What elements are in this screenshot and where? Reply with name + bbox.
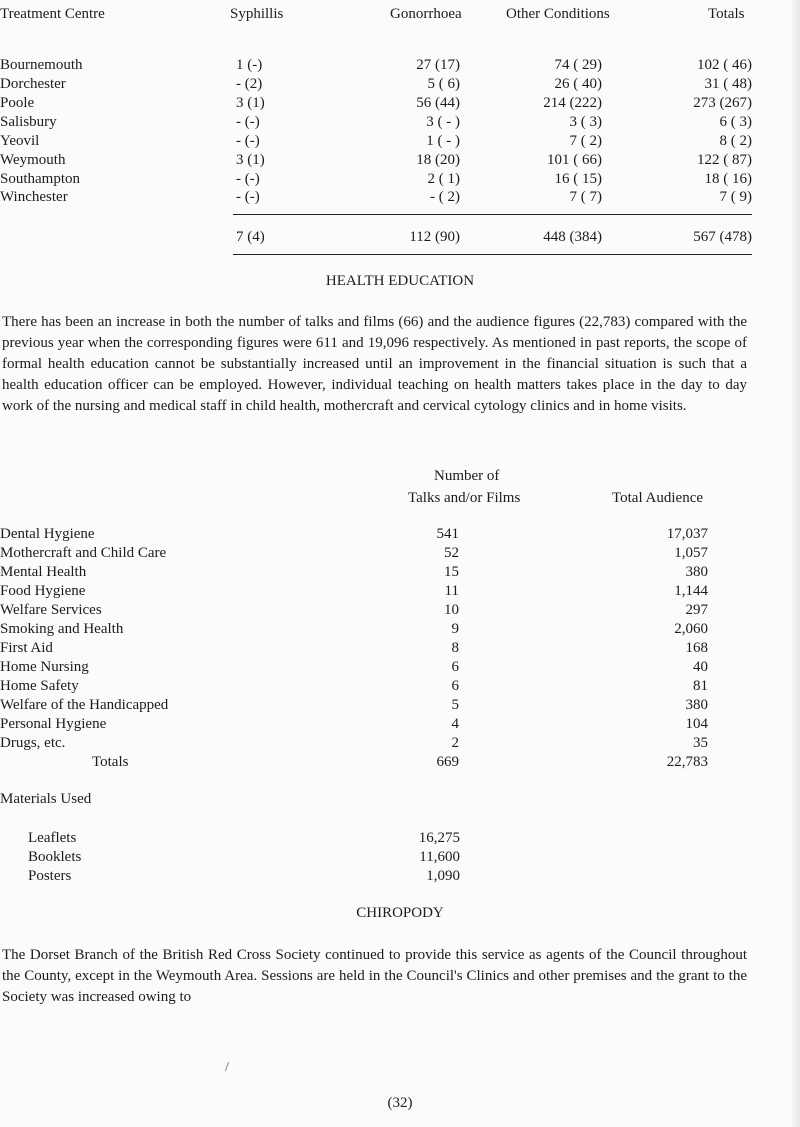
syphillis-value: - (-) [236,133,260,149]
talks-count: 9 [451,621,459,637]
other-value: 26 ( 40) [554,76,602,92]
gonorrhoea-total: 112 (90) [409,229,460,245]
centre-name: Winchester [0,189,68,205]
totals-value: 31 ( 48) [704,76,752,92]
gonorrhoea-value: 56 (44) [416,95,460,111]
list-item [28,848,528,867]
stray-mark: / [225,1060,229,1075]
chiropody-paragraph: The Dorset Branch of the British Red Cross Society continued to provide this service as agents of the Council throughout the County, except in the Weymouth Area. Sessions are held in the Council's Clinics and other premises and the grant to the Society was increased owing to [2,947,747,1005]
talks-count: 52 [444,545,459,561]
syphillis-value: - (-) [236,189,260,205]
table-row [0,188,800,206]
material-name: Leaflets [28,830,77,846]
treatment-table-header [0,6,800,28]
gonorrhoea-value: 5 ( 6) [427,76,460,92]
gonorrhoea-value: 1 ( - ) [426,133,460,149]
other-value: 101 ( 66) [547,152,602,168]
grand-total: 567 (478) [693,229,752,245]
table-row [0,56,800,74]
centre-name: Yeovil [0,133,40,149]
gonorrhoea-value: 27 (17) [416,57,460,73]
list-item [0,639,800,658]
subject-name: Dental Hygiene [0,526,95,542]
subject-name: Mental Health [0,564,87,580]
header-syphillis: Syphillis [230,6,284,22]
audience-count: 81 [693,678,708,694]
page-number: (32) [387,1095,413,1111]
table-row [0,132,800,150]
list-item [0,677,800,696]
gonorrhoea-value: 18 (20) [416,152,460,168]
health-education-heading: HEALTH EDUCATION [325,273,475,289]
syphillis-value: 3 (1) [236,152,265,168]
list-item [28,867,528,886]
gonorrhoea-value: - ( 2) [430,189,460,205]
talks-count: 6 [451,678,459,694]
subject-name: First Aid [0,640,53,656]
material-name: Posters [28,868,72,884]
audience-count: 1,144 [674,583,708,599]
totals-value: 7 ( 9) [719,189,752,205]
centre-name: Salisbury [0,114,57,130]
talks-total: 669 [436,754,459,770]
subject-name: Food Hygiene [0,583,86,599]
talks-count: 4 [451,716,459,732]
list-item [0,544,800,563]
subject-name: Welfare Services [0,602,102,618]
totals-value: 8 ( 2) [719,133,752,149]
health-education-paragraph: There has been an increase in both the number of talks and films (66) and the audience figures (22,783) compared with the previous year when the corresponding figures were 611 and 19,096 respectively. As mentioned in past reports, the scope of formal health education cannot be substantially increased until an improvement in the financial situation is such that a health education officer can be employed. However, individual teaching on health matters takes place in the day to day work of the nursing and medical staff in child health, mothercraft and cervical cytology clinics and in home visits. [2,314,747,414]
audience-count: 1,057 [674,545,708,561]
audience-count: 297 [685,602,708,618]
table-row [0,94,800,112]
header-treatment-centre: Treatment Centre [0,6,105,22]
centre-name: Dorchester [0,76,66,92]
audience-count: 104 [685,716,708,732]
talks-count: 8 [451,640,459,656]
header-other-conditions: Other Conditions [506,6,610,22]
other-total: 448 (384) [543,229,602,245]
audience-count: 35 [693,735,708,751]
table-rule-bottom [233,254,752,255]
talks-count: 5 [451,697,459,713]
material-count: 16,275 [418,830,460,846]
materials-heading: Materials Used [0,791,92,807]
table-row [0,151,800,169]
subject-name: Personal Hygiene [0,716,107,732]
material-count: 11,600 [419,849,460,865]
centre-name: Bournemouth [0,57,83,73]
syphillis-value: - (-) [236,114,260,130]
list-item [0,734,800,753]
subject-name: Welfare of the Handicapped [0,697,169,713]
talks-count: 15 [444,564,459,580]
audience-total: 22,783 [666,754,708,770]
subject-name: Drugs, etc. [0,735,66,751]
table-total-row [0,228,800,246]
talks-count: 6 [451,659,459,675]
talks-count: 10 [444,602,459,618]
syphillis-value: - (2) [236,76,263,92]
material-count: 1,090 [426,868,460,884]
totals-value: 273 (267) [693,95,752,111]
syphillis-total: 7 (4) [236,229,265,245]
chiropody-heading: CHIROPODY [356,905,444,921]
list-item [28,829,528,848]
audience-count: 40 [693,659,708,675]
other-value: 16 ( 15) [554,171,602,187]
subject-name: Home Safety [0,678,79,694]
syphillis-value: - (-) [236,171,260,187]
page-edge-shadow [790,0,800,1127]
other-value: 7 ( 7) [569,189,602,205]
other-value: 3 ( 3) [569,114,602,130]
subject-name: Mothercraft and Child Care [0,545,167,561]
centre-name: Poole [0,95,35,111]
centre-name: Southampton [0,171,81,187]
table-rule-top [233,214,752,215]
list-item [0,715,800,734]
audience-count: 168 [685,640,708,656]
totals-row [0,753,800,772]
audience-count: 380 [685,564,708,580]
talks-count: 541 [436,526,459,542]
table-row [0,113,800,131]
header-totals: Totals [708,6,745,22]
material-name: Booklets [28,849,82,865]
totals-value: 102 ( 46) [697,57,752,73]
totals-value: 18 ( 16) [704,171,752,187]
header-gonorrhoea: Gonorrhoea [390,6,462,22]
audience-count: 17,037 [666,526,708,542]
table-row [0,75,800,93]
list-item [0,525,800,544]
totals-value: 122 ( 87) [697,152,752,168]
talks-column-header-line2: Talks and/or Films [408,490,521,506]
totals-value: 6 ( 3) [719,114,752,130]
talks-count: 11 [444,583,459,599]
list-item [0,696,800,715]
list-item [0,582,800,601]
list-item [0,620,800,639]
totals-label: Totals [92,754,129,770]
subject-name: Home Nursing [0,659,89,675]
list-item [0,601,800,620]
other-value: 214 (222) [543,95,602,111]
syphillis-value: 3 (1) [236,95,265,111]
audience-column-header: Total Audience [612,490,704,506]
subject-name: Smoking and Health [0,621,124,637]
talks-count: 2 [451,735,459,751]
list-item [0,658,800,677]
table-row [0,170,800,188]
audience-count: 380 [685,697,708,713]
gonorrhoea-value: 2 ( 1) [427,171,460,187]
gonorrhoea-value: 3 ( - ) [426,114,460,130]
audience-count: 2,060 [674,621,708,637]
centre-name: Weymouth [0,152,66,168]
other-value: 74 ( 29) [554,57,602,73]
talks-column-header-line1: Number of [434,468,500,484]
list-item [0,563,800,582]
other-value: 7 ( 2) [569,133,602,149]
syphillis-value: 1 (-) [236,57,263,73]
